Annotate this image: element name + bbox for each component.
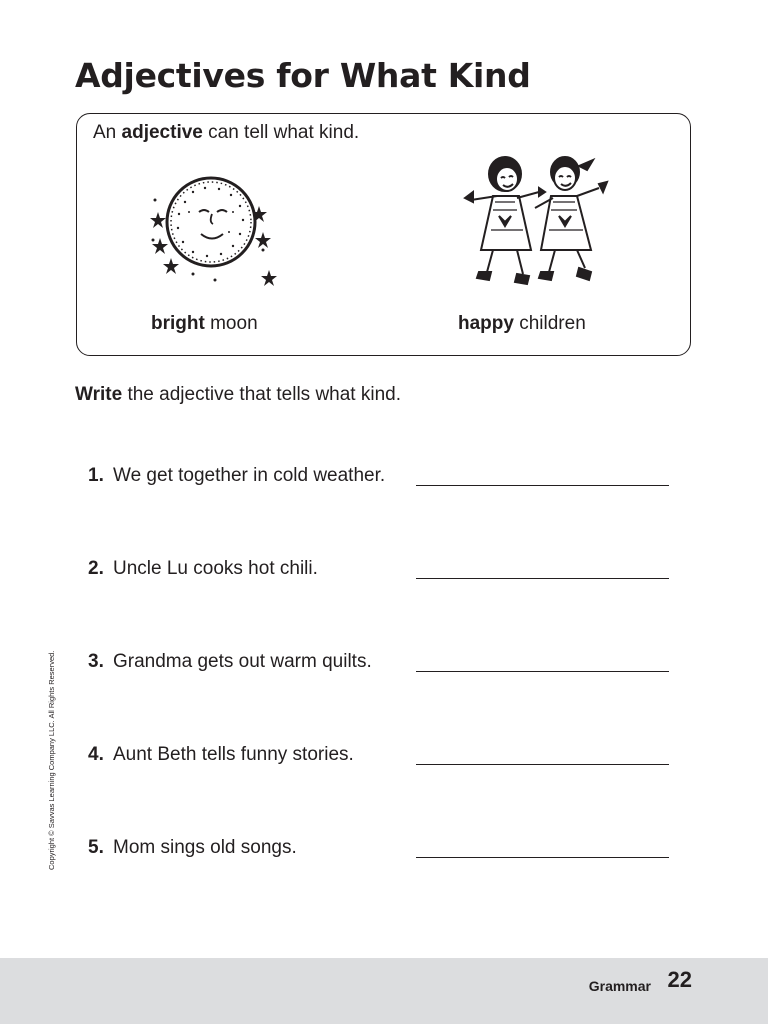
copyright-notice: Copyright © Savvas Learning Company LLC. All Rights Reserved. — [47, 650, 56, 870]
example-adjective: bright — [151, 313, 205, 334]
rule-prefix: An — [93, 122, 117, 143]
page-number: 22 — [667, 967, 692, 992]
answer-blank[interactable] — [416, 485, 669, 486]
exercise-number: 2. — [88, 558, 104, 579]
smiling-moon-with-stars-icon — [145, 162, 277, 288]
example-box — [76, 113, 691, 356]
exercise-sentence: Uncle Lu cooks hot chili. — [113, 558, 318, 579]
footer-bar — [0, 958, 768, 1024]
example-caption-children — [458, 313, 586, 335]
page-title: Adjectives for What Kind — [75, 56, 531, 95]
exercise-number: 1. — [88, 465, 104, 486]
example-caption-moon — [151, 313, 258, 335]
example-noun: children — [519, 313, 586, 334]
answer-blank[interactable] — [416, 764, 669, 765]
two-happy-girls-icon — [453, 154, 613, 296]
instructions — [75, 384, 401, 406]
example-adjective: happy — [458, 313, 514, 334]
answer-blank[interactable] — [416, 578, 669, 579]
exercise-sentence: We get together in cold weather. — [113, 465, 386, 486]
exercise-sentence: Grandma gets out warm quilts. — [113, 651, 372, 672]
exercise-item — [88, 465, 672, 495]
exercise-number: 3. — [88, 651, 104, 672]
exercise-number: 5. — [88, 837, 104, 858]
adjective-rule — [93, 122, 359, 144]
exercise-item — [88, 744, 672, 774]
rule-suffix: can tell what kind. — [208, 122, 360, 143]
exercise-number: 4. — [88, 744, 104, 765]
exercise-sentence: Aunt Beth tells funny stories. — [113, 744, 354, 765]
example-noun: moon — [210, 313, 258, 334]
rule-term: adjective — [121, 122, 203, 143]
instructions-text: the adjective that tells what kind. — [127, 384, 401, 405]
answer-blank[interactable] — [416, 857, 669, 858]
instructions-verb: Write — [75, 384, 123, 405]
exercise-item — [88, 651, 672, 681]
exercise-sentence: Mom sings old songs. — [113, 837, 297, 858]
footer-section-label: Grammar — [588, 978, 651, 994]
exercise-item — [88, 558, 672, 588]
answer-blank[interactable] — [416, 671, 669, 672]
exercise-item — [88, 837, 672, 867]
